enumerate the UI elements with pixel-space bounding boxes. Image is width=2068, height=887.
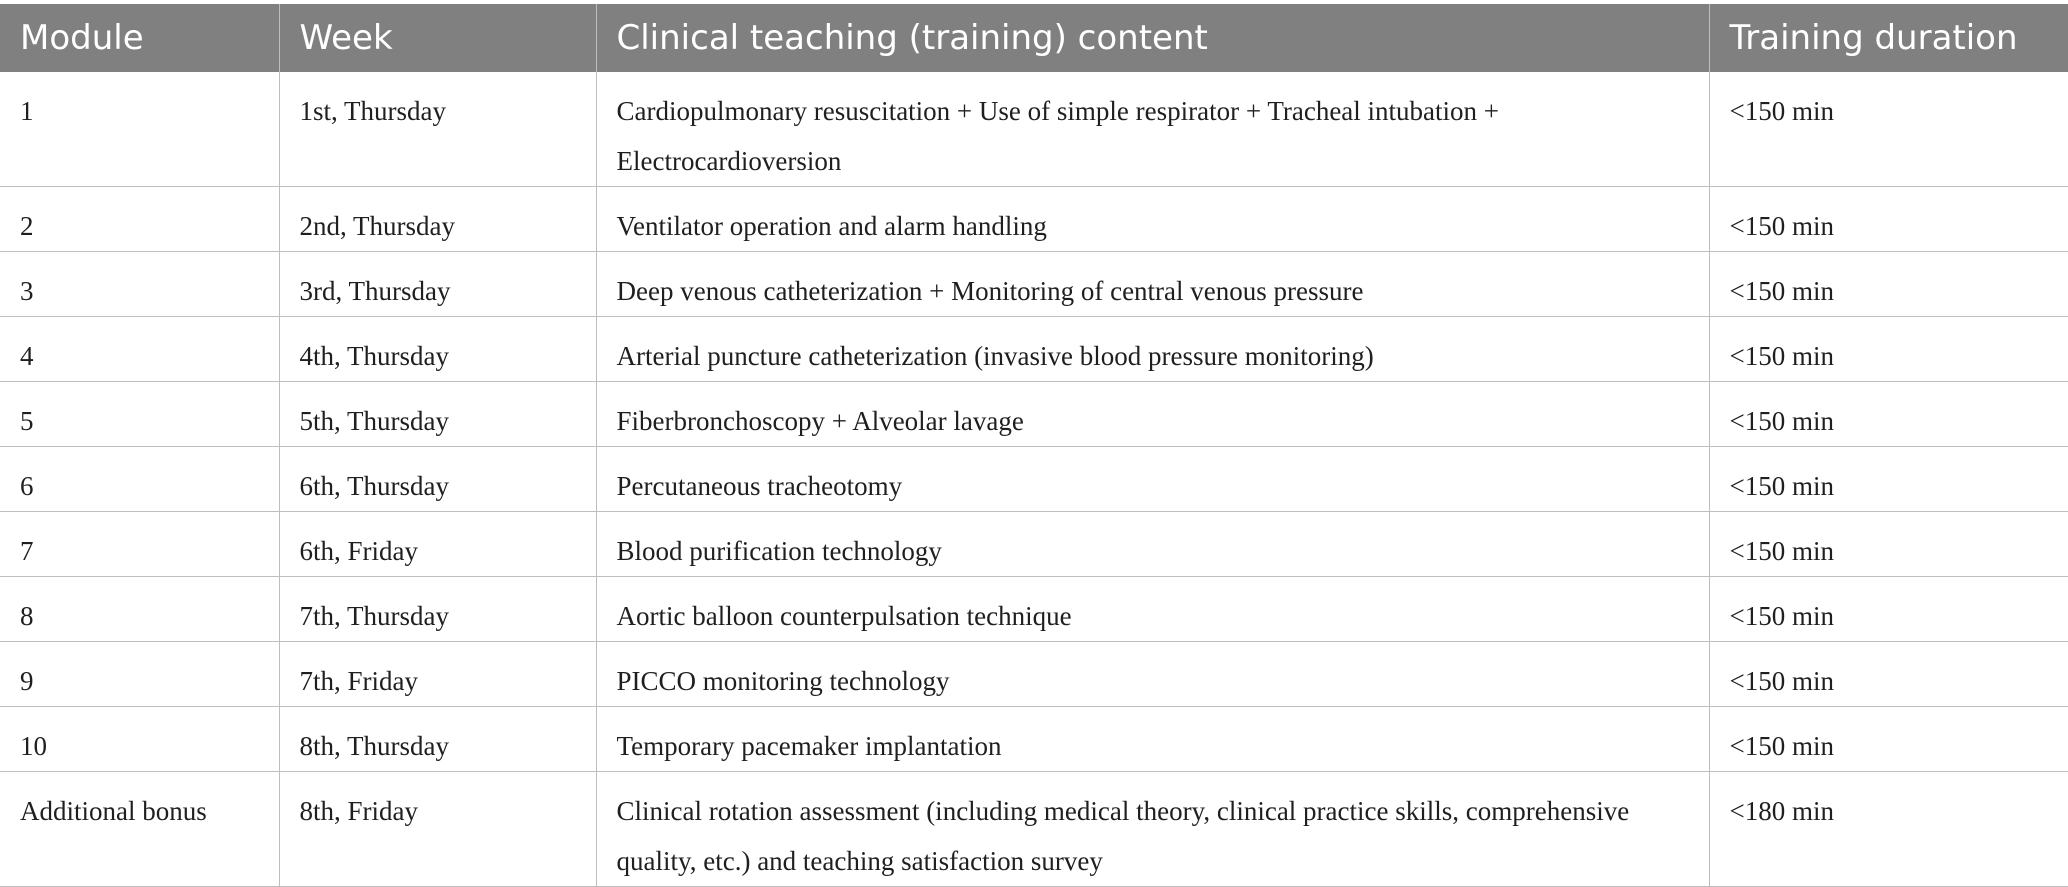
table-row <box>0 382 2068 447</box>
cell-duration: <150 min <box>1709 252 2068 317</box>
cell-module: 8 <box>0 577 279 642</box>
cell-duration: <150 min <box>1709 512 2068 577</box>
table-row <box>0 772 2068 887</box>
table-row <box>0 72 2068 187</box>
cell-duration: <150 min <box>1709 447 2068 512</box>
table-row <box>0 577 2068 642</box>
cell-duration: <180 min <box>1709 772 2068 887</box>
cell-duration: <150 min <box>1709 642 2068 707</box>
table-header-row <box>0 4 2068 72</box>
cell-module: 9 <box>0 642 279 707</box>
table-row <box>0 252 2068 317</box>
training-schedule-table-wrapper <box>0 4 2068 887</box>
cell-content: PICCO monitoring technology <box>596 642 1709 707</box>
cell-week: 3rd, Thursday <box>279 252 596 317</box>
table-row <box>0 447 2068 512</box>
cell-content: Clinical rotation assessment (including medical theory, clinical practice skills, comprehensive quality, etc.) and teaching satisfaction survey <box>596 772 1709 887</box>
cell-module: 5 <box>0 382 279 447</box>
cell-content: Fiberbronchoscopy + Alveolar lavage <box>596 382 1709 447</box>
cell-module: 3 <box>0 252 279 317</box>
cell-content: Cardiopulmonary resuscitation + Use of simple respirator + Tracheal intubation + Electrocardioversion <box>596 72 1709 187</box>
header-duration: Training duration <box>1709 4 2068 72</box>
header-week: Week <box>279 4 596 72</box>
table-row <box>0 317 2068 382</box>
cell-duration: <150 min <box>1709 187 2068 252</box>
cell-module: 6 <box>0 447 279 512</box>
cell-week: 1st, Thursday <box>279 72 596 187</box>
cell-week: 4th, Thursday <box>279 317 596 382</box>
table-row <box>0 187 2068 252</box>
cell-module: Additional bonus <box>0 772 279 887</box>
cell-duration: <150 min <box>1709 317 2068 382</box>
cell-week: 7th, Thursday <box>279 577 596 642</box>
cell-duration: <150 min <box>1709 577 2068 642</box>
training-schedule-table <box>0 4 2068 887</box>
cell-week: 2nd, Thursday <box>279 187 596 252</box>
cell-duration: <150 min <box>1709 72 2068 187</box>
cell-content: Blood purification technology <box>596 512 1709 577</box>
cell-week: 5th, Thursday <box>279 382 596 447</box>
cell-module: 7 <box>0 512 279 577</box>
cell-content: Arterial puncture catheterization (invasive blood pressure monitoring) <box>596 317 1709 382</box>
cell-module: 4 <box>0 317 279 382</box>
cell-content: Percutaneous tracheotomy <box>596 447 1709 512</box>
cell-week: 6th, Friday <box>279 512 596 577</box>
cell-week: 8th, Thursday <box>279 707 596 772</box>
cell-content: Ventilator operation and alarm handling <box>596 187 1709 252</box>
cell-week: 7th, Friday <box>279 642 596 707</box>
header-content: Clinical teaching (training) content <box>596 4 1709 72</box>
cell-duration: <150 min <box>1709 382 2068 447</box>
table-row <box>0 512 2068 577</box>
cell-duration: <150 min <box>1709 707 2068 772</box>
cell-module: 1 <box>0 72 279 187</box>
cell-content: Temporary pacemaker implantation <box>596 707 1709 772</box>
cell-module: 10 <box>0 707 279 772</box>
cell-content: Deep venous catheterization + Monitoring of central venous pressure <box>596 252 1709 317</box>
cell-week: 8th, Friday <box>279 772 596 887</box>
cell-content: Aortic balloon counterpulsation technique <box>596 577 1709 642</box>
table-row <box>0 707 2068 772</box>
header-module: Module <box>0 4 279 72</box>
table-row <box>0 642 2068 707</box>
cell-week: 6th, Thursday <box>279 447 596 512</box>
cell-module: 2 <box>0 187 279 252</box>
